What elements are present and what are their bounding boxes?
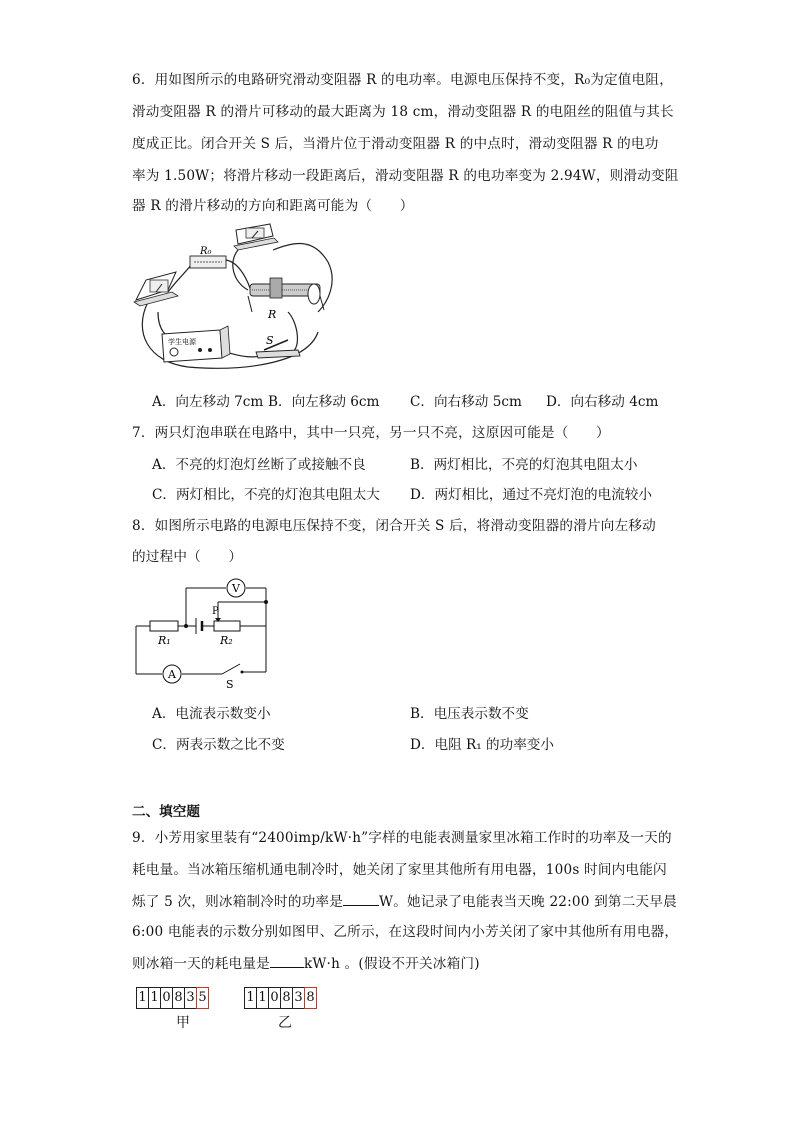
q6-option-d[interactable]: D．向右移动 4cm	[546, 394, 659, 410]
switch-label: S	[226, 678, 234, 688]
q9-line-5-b: kW·h 。(假设不开关冰箱门)	[303, 956, 480, 972]
q7-option-c[interactable]: C．两灯相比，不亮的灯泡其电阻太大	[152, 487, 380, 503]
q8-option-c[interactable]: C．两表示数之比不变	[152, 737, 285, 753]
q8-option-d[interactable]: D．电阻 R₁ 的功率变小	[410, 737, 554, 753]
rheostat	[248, 278, 324, 312]
q6-line-5: 器 R 的滑片移动的方向和距离可能为（ ）	[132, 198, 414, 214]
voltmeter-label: V	[232, 582, 240, 595]
voltmeter-top	[234, 224, 278, 250]
q7-option-a[interactable]: A．不亮的灯泡灯丝断了或接触不良	[152, 457, 366, 473]
meter-yi	[244, 987, 316, 1009]
meter-jia-digit: 3	[184, 987, 197, 1009]
q8-option-a[interactable]: A．电流表示数变小	[152, 706, 271, 722]
ammeter-label: A	[168, 668, 176, 681]
switch-s	[222, 664, 240, 674]
meter-jia	[136, 987, 208, 1009]
q8-circuit-figure	[130, 574, 275, 688]
ammeter-left	[134, 272, 178, 306]
meter-jia-digit: 8	[172, 987, 185, 1009]
meter-yi-digit: 1	[244, 987, 257, 1009]
meter-jia-digit: 1	[136, 987, 149, 1009]
q6-line-1: 6．用如图所示的电路研究滑动变阻器 R 的电功率。电源电压保持不变，R₀为定值电阻，	[132, 72, 673, 88]
q6-option-a[interactable]: A．向左移动 7cm	[152, 394, 264, 410]
meter-yi-label: 乙	[278, 1015, 292, 1031]
q9-line-2: 耗电量。当冰箱压缩机通电制冷时，她关闭了家里其他所有用电器，100s 时间内电能闪	[132, 862, 667, 878]
q6-line-2: 滑动变阻器 R 的滑片可移动的最大距离为 18 cm，滑动变阻器 R 的电阻丝的阻值与其长	[132, 104, 674, 120]
q7-option-d[interactable]: D．两灯相比，通过不亮灯泡的电流较小	[410, 487, 652, 503]
slider-p-label: P	[212, 606, 219, 617]
q6-line-4: 率为 1.50W；将滑片移动一段距离后，滑动变阻器 R 的电功率变为 2.94W，则滑动变阻	[132, 168, 679, 184]
q7-stem: 7．两只灯泡串联在电路中，其中一只亮，另一只不亮，这原因可能是（ ）	[132, 425, 610, 441]
q9-blank-energy[interactable]	[270, 967, 304, 968]
q8-option-b[interactable]: B．电压表示数不变	[410, 706, 529, 722]
q6-circuit-figure	[128, 222, 338, 374]
meter-jia-label: 甲	[176, 1015, 190, 1031]
meter-yi-digit: 8	[280, 987, 293, 1009]
q9-blank-power[interactable]	[343, 905, 379, 906]
meter-jia-decimal-digit: 5	[196, 987, 209, 1009]
meter-yi-digit: 0	[268, 987, 281, 1009]
meter-jia-digit: 1	[148, 987, 161, 1009]
r0-resistor	[190, 256, 226, 268]
meter-yi-decimal-digit: 8	[304, 987, 317, 1009]
s-label: S	[266, 334, 274, 347]
section-heading-fill-in: 二、填空题	[132, 804, 200, 820]
q9-line-5-a: 则冰箱一天的耗电量是	[132, 956, 270, 972]
r0-label: R₀	[200, 246, 212, 257]
r1-label: R₁	[158, 634, 171, 647]
q9-line-1: 9．小芳用家里装有“2400imp/kW·h”字样的电能表测量家里冰箱工作时的功率及一天的	[132, 830, 672, 846]
q9-line-3	[132, 890, 677, 910]
q6-option-c[interactable]: C．向右移动 5cm	[410, 394, 522, 410]
r1-resistor	[150, 621, 178, 631]
q8-line-1: 8．如图所示电路的电源电压保持不变，闭合开关 S 后，将滑动变阻器的滑片向左移动	[132, 518, 656, 534]
q9-line-4: 6:00 电能表的示数分别如图甲、乙所示，在这段时间内小芳关闭了家中其他所有用电器，	[132, 924, 679, 940]
r2-label: R₂	[220, 634, 233, 647]
meter-yi-digit: 1	[256, 987, 269, 1009]
battery	[196, 618, 210, 634]
q8-line-2: 的过程中（ ）	[132, 549, 243, 565]
q7-option-b[interactable]: B．两灯相比，不亮的灯泡其电阻太小	[410, 457, 638, 473]
r-label: R	[268, 308, 277, 321]
q9-line-3-a: 烁了 5 次，则冰箱制冷时的功率是	[132, 894, 344, 910]
meter-jia-digit: 0	[160, 987, 173, 1009]
q9-line-3-b: W。她记录了电能表当天晚 22:00 到第二天早晨	[379, 894, 677, 910]
r2-rheostat	[214, 621, 240, 631]
q9-line-5	[132, 952, 480, 972]
switch-s	[256, 340, 300, 358]
meter-yi-digit: 3	[292, 987, 305, 1009]
source-label: 学生电源	[168, 338, 196, 346]
q6-option-b[interactable]: B．向左移动 6cm	[268, 394, 380, 410]
q6-line-3: 度成正比。闭合开关 S 后，当滑片位于滑动变阻器 R 的中点时，滑动变阻器 R 的电功	[132, 136, 659, 152]
